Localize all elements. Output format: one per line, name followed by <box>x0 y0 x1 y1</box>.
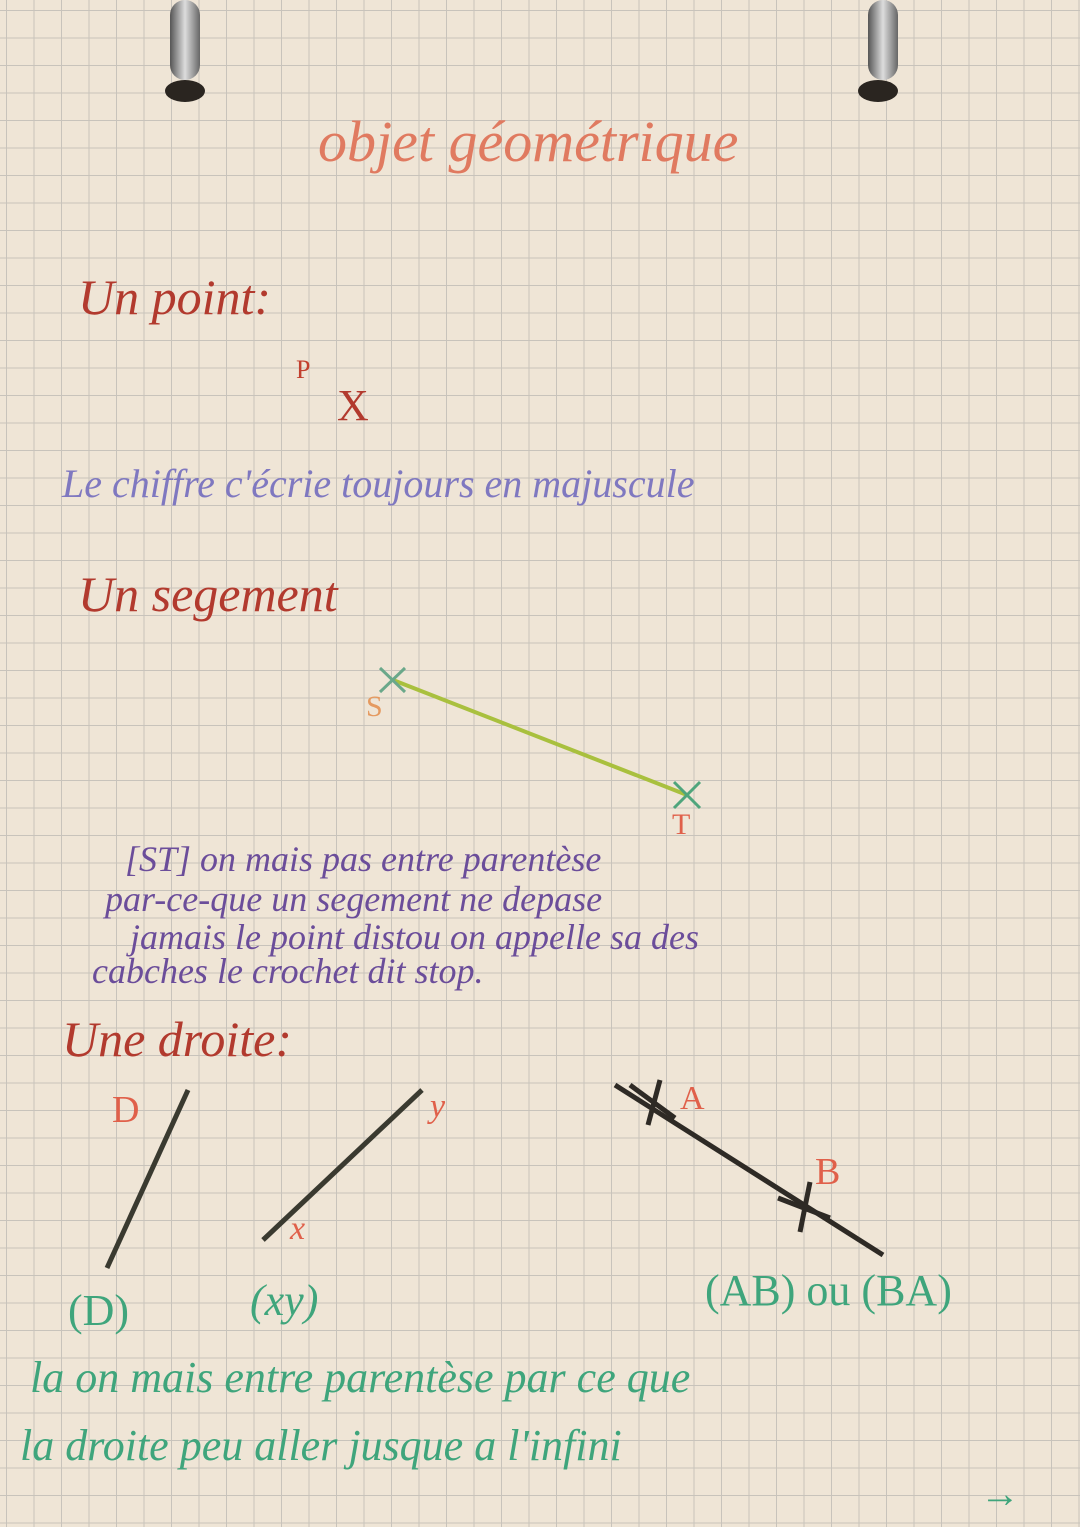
cross-s <box>380 668 405 692</box>
label-t: T <box>672 808 691 841</box>
droite-text-line: la droite peu aller jusque a l'infini <box>20 1421 622 1470</box>
label-a: A <box>680 1080 705 1117</box>
label-x: x <box>290 1210 306 1247</box>
segment-text-line: jamais le point distou on appelle sa des <box>130 917 699 957</box>
notation-d: (D) <box>68 1286 130 1335</box>
point-label: P <box>296 355 311 384</box>
droite-text-line: la on mais entre parentèse par ce que <box>30 1353 691 1402</box>
label-b: B <box>815 1151 841 1193</box>
line-xy <box>263 1090 422 1240</box>
arrow-right-icon: → <box>980 1471 1020 1516</box>
line-ab <box>615 1085 883 1255</box>
notation-ab: (AB) ou (BA) <box>705 1266 952 1315</box>
heading-point: Un point: <box>78 269 272 325</box>
heading-droite: Une droite: <box>62 1011 293 1067</box>
notation-xy: (xy) <box>250 1276 319 1325</box>
segment-text-line: par-ce-que un segement ne depase <box>105 879 603 919</box>
point-mark: X <box>337 381 369 430</box>
page-title: objet géométrique <box>318 109 739 174</box>
label-y: y <box>430 1088 446 1125</box>
segment-text-line: cabches le crochet dit stop. <box>92 951 484 991</box>
point-note: Le chiffre c'écrie toujours en majuscule <box>62 461 695 506</box>
segment-st <box>393 680 687 795</box>
label-s: S <box>366 690 383 723</box>
segment-text-line: [ST] on mais pas entre parentèse <box>125 839 602 879</box>
cross-t <box>674 782 700 808</box>
label-d: D <box>112 1089 140 1131</box>
heading-segment: Un segement <box>78 566 338 622</box>
